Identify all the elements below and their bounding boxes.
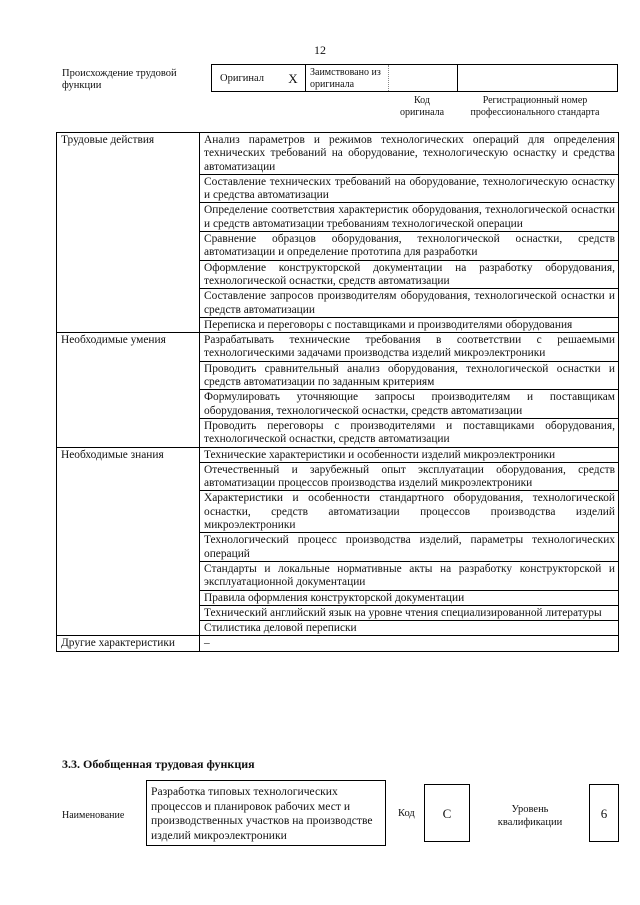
item-cell: Формулировать уточняющие запросы производителям и поставщикам оборудования, технологической оснастки, средств автоматизации — [200, 390, 619, 419]
item-cell: Технологический процесс производства изделий, параметры технологических операций — [200, 533, 619, 562]
category-cell: Другие характеристики — [57, 636, 200, 651]
page-number: 12 — [314, 43, 326, 57]
name-label: Наименование — [62, 810, 125, 821]
item-cell: Разрабатывать технические требования в соответствии с решаемыми технологическими задачами производства изделий микроэлектроники — [200, 333, 619, 362]
function-table — [56, 132, 619, 652]
item-cell: Характеристики и особенности стандартного оборудования, технологической оснастки, средств автоматизации процессов производства изделий микроэлектроники — [200, 491, 619, 533]
borrowed-label: Заимствовано из оригинала — [310, 67, 381, 90]
item-cell: Технические характеристики и особенности изделий микроэлектроники — [200, 447, 619, 462]
level-label: Уровень квалификации — [497, 804, 563, 828]
code-value: C — [424, 784, 470, 842]
code-label: Код — [398, 808, 415, 819]
item-cell: Отечественный и зарубежный опыт эксплуатации оборудования, средств автоматизации процессов производства изделий микроэлектроники — [200, 462, 619, 491]
category-cell: Необходимые умения — [57, 333, 200, 447]
origin-label: Происхождение трудовой функции — [62, 68, 177, 91]
item-cell: – — [200, 636, 619, 651]
table-row — [57, 636, 619, 651]
table-row — [57, 447, 619, 462]
item-cell: Оформление конструкторской документации на разработку оборудования, технологической оснастки, средств автоматизации — [200, 260, 619, 289]
table-row — [57, 133, 619, 175]
item-cell: Определение соответствия характеристик оборудования, технологической оснастки и средств автоматизации требованиям технологической операции — [200, 203, 619, 232]
item-cell: Правила оформления конструкторской документации — [200, 590, 619, 605]
item-cell: Составление технических требований на оборудование, технологическую оснастку и средства автоматизации — [200, 174, 619, 203]
section-title: 3.3. Обобщенная трудовая функция — [62, 757, 255, 771]
item-cell: Анализ параметров и режимов технологических операций для определения технических требований на оборудование, технологическую оснастку и средства автоматизации — [200, 133, 619, 175]
item-cell: Составление запросов производителям оборудования, технологической оснастки и средств автоматизации — [200, 289, 619, 318]
item-cell: Стилистика деловой переписки — [200, 621, 619, 636]
item-cell: Проводить сравнительный анализ оборудования, технологической оснастки и средств автоматизации по заданным критериям — [200, 361, 619, 390]
table-row — [57, 333, 619, 362]
reg-number-caption: Регистрационный номер профессионального стандарта — [470, 95, 600, 118]
item-cell: Технический английский язык на уровне чтения специализированной литературы — [200, 605, 619, 620]
origin-box — [211, 64, 618, 92]
item-cell: Стандарты и локальные нормативные акты на разработку конструкторской и эксплуатационной документации — [200, 561, 619, 590]
category-cell: Необходимые знания — [57, 447, 200, 636]
category-cell: Трудовые действия — [57, 133, 200, 333]
original-mark: X — [288, 71, 298, 86]
item-cell: Сравнение образцов оборудования, технологической оснастки, средств автоматизации и определение прототипа для разработки — [200, 232, 619, 261]
item-cell: Переписка и переговоры с поставщиками и производителями оборудования — [200, 317, 619, 332]
name-value: Разработка типовых технологических процессов и планировок рабочих мест и производственных участков на производстве изделий микроэлектроники — [146, 780, 386, 846]
code-original-caption: Код оригинала — [399, 95, 445, 118]
item-cell: Проводить переговоры с производителями и поставщиками оборудования, технологической оснастки, средств автоматизации — [200, 418, 619, 447]
level-value: 6 — [589, 784, 619, 842]
original-label: Оригинал — [220, 73, 264, 84]
